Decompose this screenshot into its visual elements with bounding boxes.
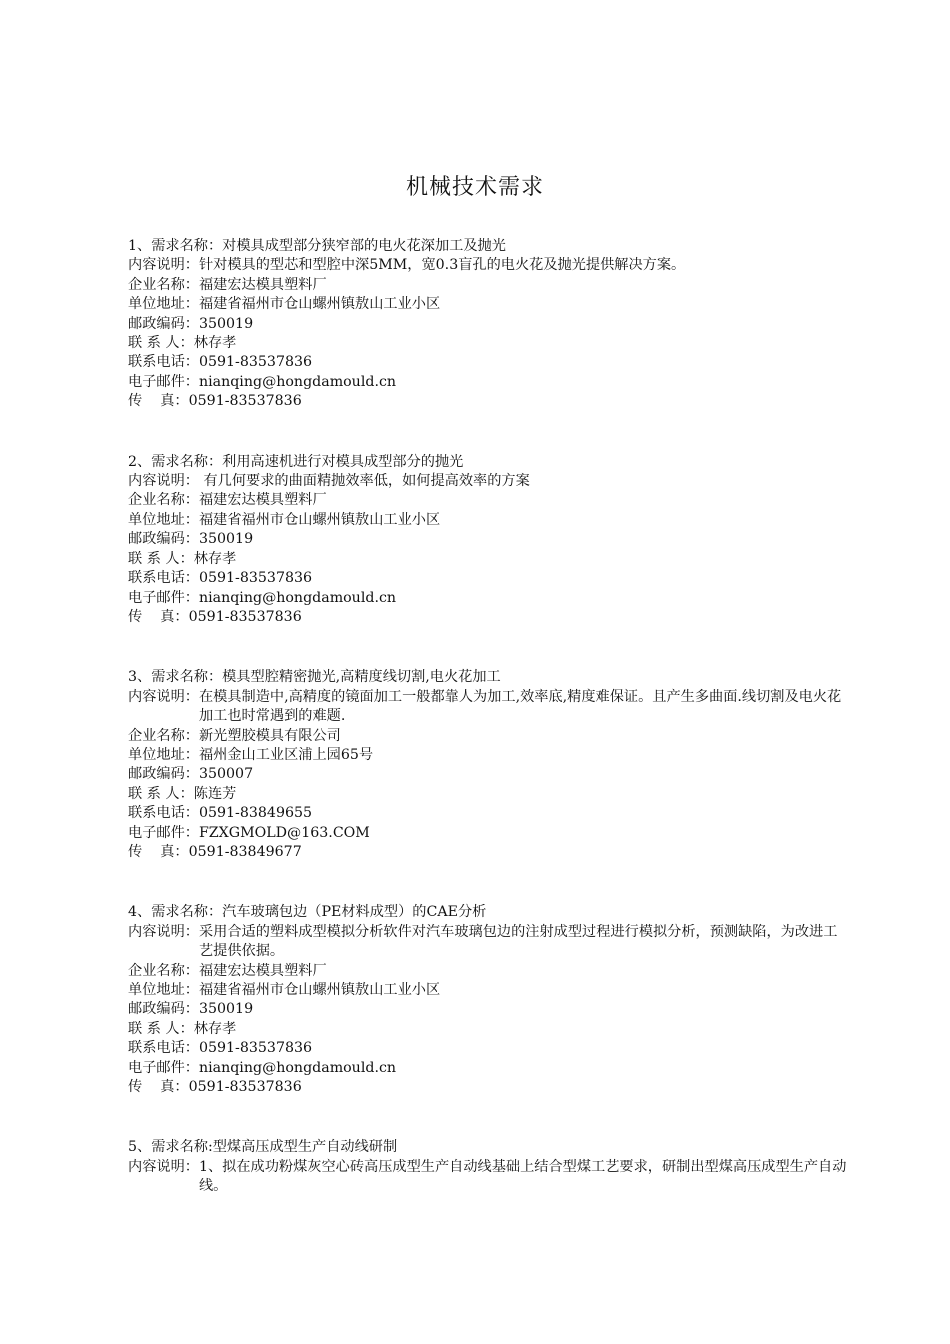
description-row (128, 256, 848, 275)
demand-title-text: 4、需求名称：汽车玻璃包边（PE材料成型）的CAE分析 (128, 904, 487, 921)
contact-value: 陈连芳 (193, 785, 237, 802)
fax-value: 0591-83849677 (188, 843, 302, 860)
address-value: 福建省福州市仓山螺州镇敖山工业小区 (198, 511, 441, 528)
company-value: 新光塑胶模具有限公司 (198, 727, 341, 744)
description-label: 内容说明： (128, 688, 199, 705)
phone-value: 0591-83537836 (198, 354, 313, 371)
address-row (128, 981, 848, 1000)
email-label: 电子邮件： (128, 1059, 199, 1076)
email-value: FZXGMOLD@163.COM (198, 824, 370, 841)
address-row (128, 746, 848, 765)
company-value: 福建宏达模具塑料厂 (198, 276, 327, 293)
email-value: nianqing@hongdamould.cn (198, 1059, 397, 1076)
phone-row (128, 353, 848, 372)
fax-label: 传 真： (128, 843, 189, 860)
demand-entry (128, 668, 848, 862)
demand-title-text: 1、需求名称：对模具成型部分狭窄部的电火花深加工及抛光 (128, 238, 506, 254)
demand-title (128, 668, 848, 687)
address-label: 单位地址： (128, 982, 199, 998)
address-value: 福州金山工业区浦上园65号 (198, 746, 374, 763)
description-text: 1、拟在成功粉煤灰空心砖高压成型生产自动线基础上结合型煤工艺要求，研制出型煤高压成型生产自动线。 (198, 1158, 847, 1195)
demand-title-text: 2、需求名称：利用高速机进行对模具成型部分的抛光 (128, 453, 464, 470)
demand-title (128, 237, 848, 256)
fax-row (128, 392, 848, 411)
phone-label: 联系电话： (128, 805, 199, 822)
address-value: 福建省福州市仓山螺州镇敖山工业小区 (198, 296, 441, 313)
contact-label: 联 系 人： (128, 335, 194, 352)
address-value: 福建省福州市仓山螺州镇敖山工业小区 (198, 982, 441, 998)
email-value: nianqing@hongdamould.cn (198, 373, 397, 390)
postcode-label: 邮政编码： (128, 315, 199, 332)
company-label: 企业名称： (128, 727, 199, 744)
company-label: 企业名称： (128, 276, 199, 293)
contact-row (128, 550, 848, 569)
postcode-value: 350019 (198, 1001, 254, 1018)
postcode-row (128, 765, 848, 784)
address-label: 单位地址： (128, 296, 199, 313)
fax-row (128, 1078, 848, 1097)
company-value: 福建宏达模具塑料厂 (198, 962, 327, 979)
description-text: 针对模具的型芯和型腔中深5MM，宽0.3盲孔的电火花及抛光提供解决方案。 (198, 257, 686, 274)
demand-title (128, 1138, 848, 1157)
address-row (128, 295, 848, 314)
contact-row (128, 785, 848, 804)
address-row (128, 511, 848, 530)
page-title: 机械技术需求 (405, 175, 544, 200)
description-row (128, 1158, 848, 1197)
phone-row (128, 1039, 848, 1058)
demand-entry (128, 453, 848, 628)
demand-list (128, 237, 848, 1238)
postcode-value: 350019 (198, 531, 254, 548)
fax-label: 传 真： (128, 1079, 189, 1096)
contact-label: 联 系 人： (128, 550, 194, 567)
phone-label: 联系电话： (128, 1040, 199, 1057)
contact-label: 联 系 人： (128, 1020, 194, 1037)
postcode-label: 邮政编码： (128, 531, 199, 548)
fax-value: 0591-83537836 (188, 608, 302, 625)
description-label: 内容说明： (128, 473, 199, 490)
description-text: 采用合适的塑料成型模拟分析软件对汽车玻璃包边的注射成型过程进行模拟分析，预测缺陷，为改进工艺提供依据。 (198, 923, 838, 960)
demand-title-text: 5、需求名称:型煤高压成型生产自动线研制 (128, 1139, 398, 1156)
fax-row (128, 608, 848, 627)
phone-row (128, 569, 848, 588)
company-label: 企业名称： (128, 962, 199, 979)
description-row (128, 688, 848, 727)
email-row (128, 373, 848, 392)
phone-label: 联系电话： (128, 570, 199, 587)
fax-row (128, 843, 848, 862)
contact-row (128, 1020, 848, 1039)
postcode-value: 350019 (198, 315, 254, 332)
demand-entry (128, 237, 848, 412)
email-row (128, 589, 848, 608)
company-row (128, 962, 848, 981)
contact-label: 联 系 人： (128, 785, 194, 802)
fax-label: 传 真： (128, 393, 189, 410)
postcode-label: 邮政编码： (128, 1001, 199, 1018)
company-row (128, 276, 848, 295)
description-label: 内容说明： (128, 923, 199, 940)
company-row (128, 727, 848, 746)
description-label: 内容说明： (128, 257, 199, 274)
company-label: 企业名称： (128, 492, 199, 509)
phone-value: 0591-83537836 (198, 570, 313, 587)
phone-label: 联系电话： (128, 354, 199, 371)
postcode-row (128, 530, 848, 549)
email-row (128, 1059, 848, 1078)
phone-value: 0591-83849655 (198, 805, 313, 822)
postcode-row (128, 315, 848, 334)
description-text: 有几何要求的曲面精抛效率低，如何提高效率的方案 (198, 473, 530, 490)
postcode-row (128, 1000, 848, 1019)
description-row (128, 472, 848, 491)
company-value: 福建宏达模具塑料厂 (198, 492, 327, 509)
demand-entry (128, 1138, 848, 1196)
contact-value: 林存孝 (193, 335, 237, 352)
demand-title (128, 453, 848, 472)
fax-value: 0591-83537836 (188, 393, 302, 410)
phone-value: 0591-83537836 (198, 1040, 313, 1057)
demand-entry (128, 903, 848, 1097)
description-row (128, 923, 848, 962)
contact-value: 林存孝 (193, 1020, 237, 1037)
postcode-label: 邮政编码： (128, 766, 199, 783)
email-label: 电子邮件： (128, 824, 199, 841)
email-value: nianqing@hongdamould.cn (198, 589, 397, 606)
email-label: 电子邮件： (128, 373, 199, 390)
fax-label: 传 真： (128, 608, 189, 625)
address-label: 单位地址： (128, 511, 199, 528)
email-row (128, 824, 848, 843)
demand-title (128, 903, 848, 922)
description-text: 在模具制造中,高精度的镜面加工一般都靠人为加工,效率底,精度难保证。且产生多曲面.线切割及电火花加工也时常遇到的难题. (198, 688, 842, 725)
company-row (128, 491, 848, 510)
fax-value: 0591-83537836 (188, 1079, 302, 1096)
contact-value: 林存孝 (193, 550, 237, 567)
postcode-value: 350007 (198, 766, 254, 783)
address-label: 单位地址： (128, 746, 199, 763)
description-label: 内容说明： (128, 1158, 199, 1175)
contact-row (128, 334, 848, 353)
email-label: 电子邮件： (128, 589, 199, 606)
phone-row (128, 804, 848, 823)
demand-title-text: 3、需求名称：模具型腔精密抛光,高精度线切割,电火花加工 (128, 669, 501, 686)
